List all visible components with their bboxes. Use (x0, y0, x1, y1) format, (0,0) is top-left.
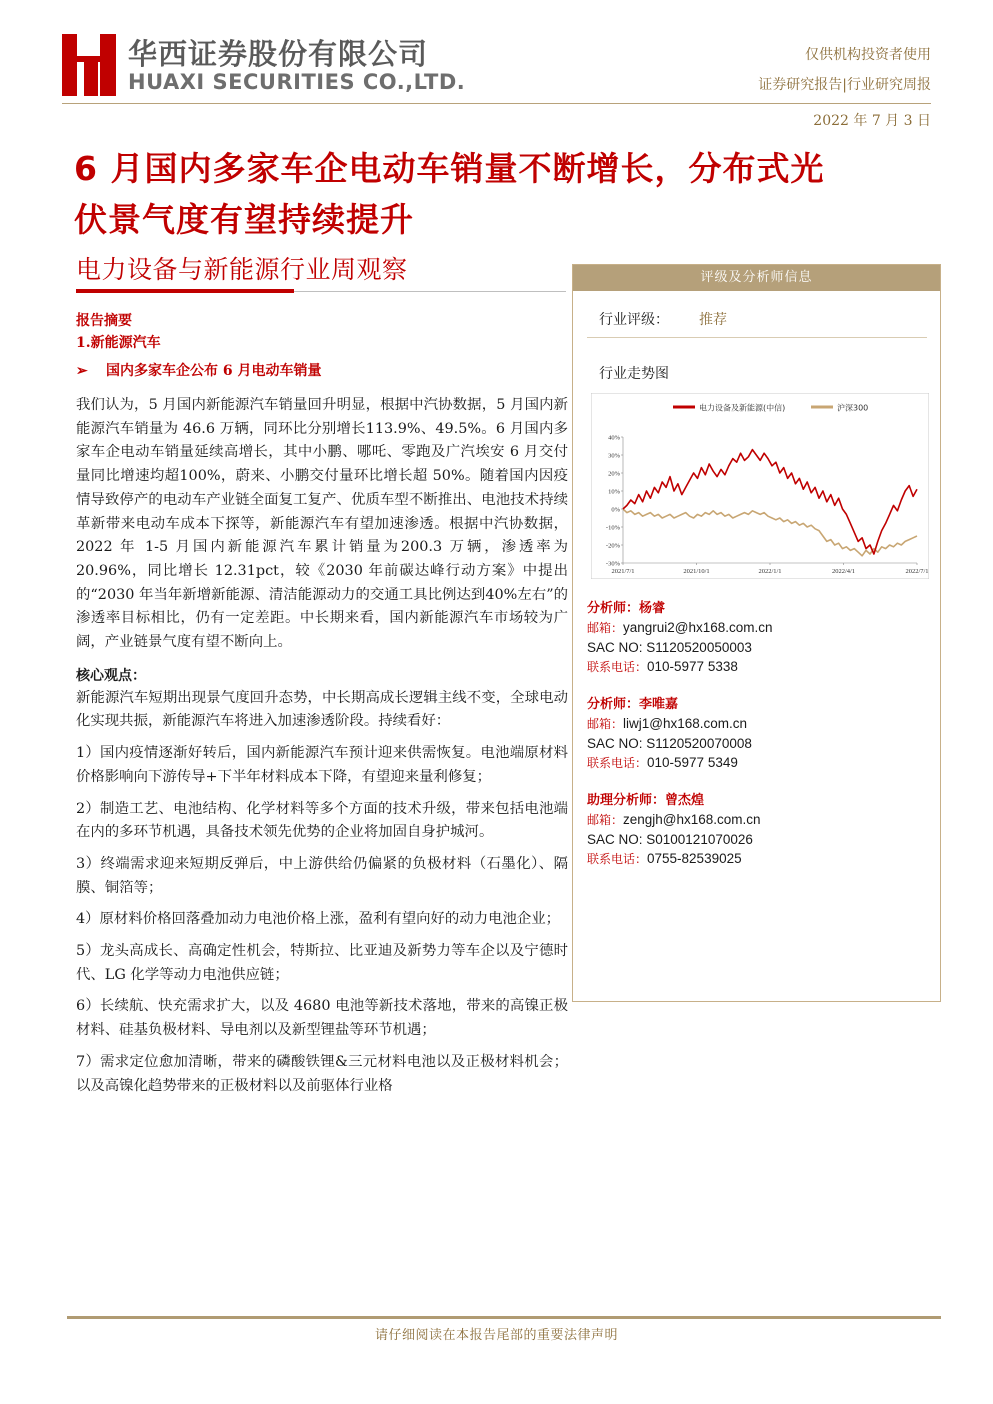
x-tick-label: 2021/7/1 (611, 568, 635, 575)
company-logo (62, 30, 466, 102)
report-type: 证券研究报告|行业研究周报 (758, 77, 931, 93)
bullet-heading-text: 国内多家车企公布 6 月电动车销量 (106, 363, 322, 379)
trend-chart-label: 行业走势图 (599, 366, 669, 382)
legal-notice: 请仔细阅读在本报告尾部的重要法律声明 (374, 1328, 618, 1343)
core-point-4: 4）原材料价格回落叠加动力电池价格上涨，盈利有望向好的动力电池企业； (76, 911, 561, 928)
x-tick-label: 2022/1/1 (758, 568, 782, 575)
x-tick-label: 2022/4/1 (831, 568, 856, 575)
analyst-sac: SAC NO: S0100121070026 (587, 832, 753, 847)
y-tick-label: 10% (608, 488, 620, 496)
analyst-email-link[interactable]: zengjh@hx168.com.cn (623, 812, 761, 827)
arrow-bullet-icon: ➢ (76, 363, 88, 379)
industry-rating (599, 309, 727, 329)
subtitle-underline (294, 291, 566, 292)
y-tick-label: 30% (608, 452, 620, 460)
header-divider (62, 103, 931, 104)
y-tick-label: 0% (611, 506, 620, 514)
core-point-2: 2）制造工艺、电池结构、化学材料等多个方面的技术升级，带来包括电池端在内的多环节机遇，具备技术领先优势的企业将加固自身护城河。 (76, 800, 568, 841)
report-body (76, 310, 568, 1098)
huaxi-logo-icon (62, 34, 116, 96)
y-tick-label: -10% (605, 524, 620, 532)
summary-heading: 报告摘要 (76, 313, 132, 329)
core-point-3: 3）终端需求迎来短期反弹后，中上游供给仍偏紧的负极材料（石墨化）、隔膜、铜箔等； (76, 855, 568, 896)
legend-label: 沪深300 (837, 403, 869, 413)
section-heading-nev: 1.新能源汽车 (76, 335, 161, 351)
analyst-card (587, 599, 773, 677)
subtitle-underline-accent (76, 289, 294, 293)
email-label: 邮箱： (587, 813, 624, 827)
legend-label: 电力设备及新能源(中信) (699, 403, 786, 413)
analyst-role: 助理分析师：曾杰煌 (587, 793, 705, 808)
rating-label: 行业评级： (599, 312, 669, 328)
report-subtitle: 电力设备与新能源行业周观察 (76, 255, 408, 284)
analyst-sac: SAC NO: S1120520050003 (587, 640, 752, 655)
industry-trend-chart (591, 393, 929, 579)
core-point-6: 6）长续航、快充需求扩大，以及 4680 电池等新技术落地，带来的高镍正极材料、硅基负极材料、导电剂以及新型锂盐等环节机遇； (76, 998, 568, 1039)
summary-paragraph: 我们认为，5 月国内新能源汽车销量回升明显，根据中汽协数据，5 月国内新能源汽车销量为 46.6 万辆，同环比分别增长113.9%、49.5%。6 月国内多家车企电动车销量延续高增长，其中小鹏、哪吒、零跑及广汽埃安 6 月交付量同比增速均超100%，蔚来、小鹏交付量环比增长超 50%。随着国内因疫情导致停产的电动车产业链全面复工复产、优质车型不断推出、电池技术持续革新带来电动车成本下探等，新能源汽车有望加速渗透。根据中汽协数据，2022 年 1-5 月国内新能源汽车累计销量为200.3 万辆，渗透率为 20.96%，同比增长 12.31pct，较《2030 年前碳达峰行动方案》中提出的“2030 年当年新增新能源、清洁能源动力的交通工具比例达到40%左右”的渗透率目标相比，仍有一定差距。中长期来看，国内新能源汽车市场较为广阔，产业链景气度有望不断向上。 (76, 397, 568, 651)
analyst-card (587, 695, 752, 773)
core-point-7: 7）需求定位愈加清晰，带来的磷酸铁锂&三元材料电池以及正极材料机会；以及高镍化趋势带来的正极材料以及前驱体行业格 (76, 1053, 568, 1094)
report-date: 2022 年 7 月 3 日 (813, 113, 931, 129)
rating-divider (587, 337, 927, 338)
report-title-line-2: 伏景气度有望持续提升 (74, 200, 414, 239)
panel-title: 评级及分析师信息 (573, 265, 940, 291)
x-tick-label: 2022/7/1 (905, 568, 929, 575)
analyst-role: 分析师：李唯嘉 (587, 697, 679, 712)
core-views-intro: 新能源汽车短期出现景气度回升态势，中长期高成长逻辑主线不变，全球电动化实现共振，新能源汽车将进入加速渗透阶段。持续看好： (76, 689, 568, 730)
rating-value: 推荐 (699, 312, 727, 328)
analyst-email-link[interactable]: yangrui2@hx168.com.cn (623, 620, 773, 635)
y-tick-label: -30% (605, 560, 620, 568)
core-point-1: 1）国内疫情逐渐好转后，国内新能源汽车预计迎来供需恢复。电池端原材料价格影响向下游传导+下半年材料成本下降，有望迎来量利修复； (76, 745, 568, 785)
audience-note: 仅供机构投资者使用 (805, 47, 931, 63)
y-tick-label: -20% (605, 542, 620, 550)
y-tick-label: 40% (608, 434, 620, 442)
report-title-line-1: 6 月国内多家车企电动车销量不断增长，分布式光 (74, 149, 825, 188)
rating-analyst-panel (572, 264, 941, 1002)
x-tick-label: 2021/10/1 (683, 568, 710, 575)
analyst-email-link[interactable]: liwj1@hx168.com.cn (623, 716, 748, 731)
analyst-phone: 0755-82539025 (647, 851, 742, 866)
phone-label: 联系电话： (587, 756, 648, 770)
core-views-heading: 核心观点： (76, 667, 146, 684)
analyst-phone: 010-5977 5338 (647, 659, 738, 674)
analyst-role: 分析师：杨睿 (587, 601, 666, 616)
analyst-card (587, 791, 761, 869)
company-name-cn: 华西证券股份有限公司 (128, 37, 429, 71)
company-name-en: HUAXI SECURITIES CO.,LTD. (128, 70, 466, 94)
email-label: 邮箱： (587, 621, 624, 635)
phone-label: 联系电话： (587, 852, 648, 866)
analyst-phone: 010-5977 5349 (647, 755, 738, 770)
footer-divider (67, 1316, 941, 1319)
analyst-sac: SAC NO: S1120520070008 (587, 736, 752, 751)
y-tick-label: 20% (608, 470, 620, 478)
email-label: 邮箱： (587, 717, 624, 731)
phone-label: 联系电话： (587, 660, 648, 674)
core-point-5: 5）龙头高成长、高确定性机会，特斯拉、比亚迪及新势力等车企以及宁德时代、LG 化学等动力电池供应链； (76, 943, 568, 983)
bullet-heading (76, 360, 568, 382)
